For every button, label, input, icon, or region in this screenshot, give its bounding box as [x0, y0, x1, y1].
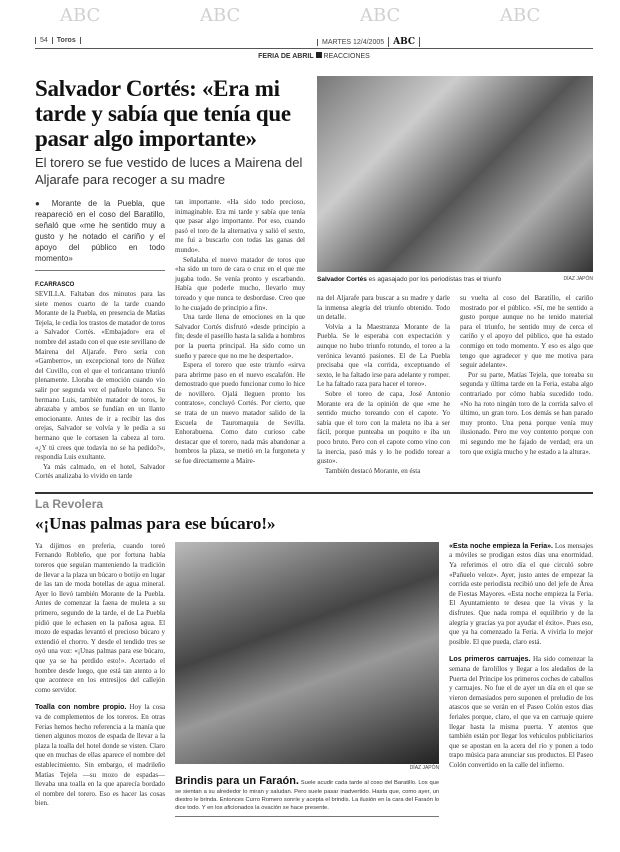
- paragraph: Una tarde llena de emociones en la que Salvador Cortés disfrutó «desde principio a fin; desde el paseíllo hasta la salida a hombros por la puerta principal. Ha sido como un sueño y parece que no me he despertado».: [175, 313, 305, 360]
- caption-text: es agasajado por los periodistas tras el triunfo: [368, 276, 502, 283]
- paragraph: tan importante. «Ha sido todo precioso, inimaginable. Era mi tarde y sabía que tenía que pasar algo importante. Por eso, cuando pasó el toro de la alternativa y salió el sexto, me fui a buscarlo con todas las ganas del mundo».: [175, 198, 305, 254]
- article-col-3: [317, 294, 450, 476]
- brand-logo: ABC: [388, 37, 420, 47]
- lead-text: Morante de la Puebla, que reapareció en el coso del Baratillo, señaló que «me he sentido muy a gusto y he notado el cariño y el apoyo del público en todo momento»: [35, 199, 166, 263]
- revolera-kicker: La Revolera: [35, 496, 104, 511]
- article-col-1: [35, 198, 165, 482]
- paragraph: Señalaba el nuevo matador de toros que «ha sido un toro de cara o cruz en el que me jugaba todo. Se venía pronto y escarbando. Había que poderle mucho, llevarlo muy toreado y que nunca te desbordase. Creo que lo he cuajado de principio a fin».: [175, 255, 305, 312]
- watermark: ABC: [360, 5, 401, 26]
- page-header: [35, 37, 593, 49]
- photo-credit: DÍAZ JAPÓN: [563, 276, 593, 282]
- subhead: «Esta noche empieza la Feria».: [449, 542, 553, 550]
- paragraph: su vuelta al coso del Baratillo, el cariño mostrado por el público. «Sí, me he sentido a gusto porque aunque no he tenido material para el triunfo, he sentido muy de cerca el cariño y el apoyo del público, que ha estado conmigo en todo momento. Y eso es algo que tengo que agradecer y que me motiva para seguir adelante».: [460, 294, 593, 370]
- revolera-col-3: [449, 542, 593, 817]
- paragraph: SEVILLA. Faltaban dos minutos para las siete menos cuarto de la tarde cuando Morante de la Puebla, en presencia de Matías Tejela, le cedía los trastos de matador de toros a Salvador Cortés. «Embajador» era el nombre del astado con el que este sevillano de Mairena del Aljarafe. Pero sería con «Gamberro», un excepcional toro de Núñez del Cuvillo, con el que el toricantano triunfó plenamente. Lloraba de emoción cuando vio salir por segunda vez el pañuelo blanco. Su hermano Luis, también matador de toros, le abrazaba y ambos se fundían en un llanto emocionante. Antes de ir a recibir las dos orejas, Salvador se volvía y le pedía a su hermano que le cortasen la cabeza al toro. «¿Y tú crees que todavía no se ha pedido?», respondía Luis exultante.: [35, 290, 165, 462]
- headline: Salvador Cortés: «Era mi tarde y sabía que tenía que pasar algo importante»: [35, 76, 291, 151]
- paragraph: Hoy la cosa va de complementos de los toreros. En otras Ferias hemos hecho referencia a la manía que tienen algunos mozos de espada de llevar a la plaza la toalla del hotel donde se visten. Claro que en muchas de ellas aparece el nombre del establecimiento. Sin embargo, el madrileño Matías Tejela —su mozo de espadas— llevaba una toalla en la que aparecía bordado el nombre del torero. Eso es hacer las cosas bien.: [35, 703, 166, 808]
- caption-text: Suele acudir cada tarde al coso del Baratillo. Los que se sientan a su alrededor lo miran y saludan. Pero suele pasar inadvertido. Hasta que, como ayer, un diestro le brinda. Entonces Curro Romero sonríe y acepta el brindis. La ilusión en la cara del Faraón lo dice todo. Y en los aficionados la ovación se hace presente.: [175, 779, 440, 811]
- paragraph: Los mensajes a móviles se prodigan estos días una enormidad. Ya referimos el otro día el que circuló sobre «Pañuelo veloz». Ayer, justo antes de empezar la corrida este periodista recibió uno del jefe de Área de Fiestas Mayores. «Esta noche empieza la Feria. El Ayuntamiento te desea que la vivas y la disfrutes. Que nada rompa el equilibrio y de la alegría y gracias ya por ayudar el éxito». Pues eso, que ya ha comenzado la Feria. A vivirla lo mejor posible. El que pueda, claro está.: [449, 541, 593, 646]
- watermark: ABC: [200, 5, 241, 26]
- caption-title: Brindis para un Faraón.: [175, 774, 299, 787]
- photo-curro-romero: [175, 542, 439, 764]
- article-col-4: [460, 294, 593, 476]
- paragraph: na del Aljarafe para buscar a su madre y darle la inmensa alegría del triunfo obtenido. Todo un detalle.: [317, 294, 450, 322]
- photo-salvador-cortes: [317, 76, 593, 272]
- section-name: Toros: [52, 37, 81, 44]
- photo-caption: [175, 775, 439, 817]
- watermark: ABC: [500, 5, 541, 26]
- watermark: ABC: [60, 5, 101, 26]
- revolera-col-1: [35, 542, 165, 817]
- paragraph: Ha sido comenzar la semana de farolillos y llegar a los aledaños de la Puerta del Príncipe los primeros coches de caballos y carruajes. No fue el de ayer un día en el que se vieron demasiados pero suponen el preludio de los atascos que se verán en el Paseo Colón estos días feriales porque, claro, el que va en carruaje quiere llegar hasta la misma puerta. Y atentos que también están por llegar los vehículos publicitarios que se apostan en la acera del río y ponen a todo trapo música para anunciar sus productos. El Paseo Colón convertido en la calle del infierno.: [449, 655, 594, 769]
- byline: F.CARRASCO: [35, 282, 75, 288]
- subhead: Los primeros carruajes.: [449, 656, 531, 664]
- subhead: Toalla con nombre propio.: [35, 704, 127, 712]
- paragraph: Sobre el toreo de capa, José Antonio Morante era de la opinión de que «me he sentido mucho toreando con el capote. Yo sabía que el toro con la maleta no iba a ser fácil, porque punteaba un poquito e iba un poco bruto. Pero con el capote como vino con la inercia, pasó más y lo he podido torear a gusto».: [317, 389, 450, 466]
- paragraph: Por su parte, Matías Tejela, que toreaba su segunda y última tarde en la Feria, estaba algo contrariado por cómo había sucedido todo. «No ha roto ningún toro de la corrida salvo el último, un gran toro. Los demás se han parado muy pronto. Una pena porque venía muy ilusionado. Pero me voy contento porque con mi segundo me he fajado de verdad; era un toro que exigía mucho y he estado a la altura».: [460, 370, 593, 456]
- main-article: [35, 76, 593, 482]
- section-main: FERIA DE ABRIL: [258, 53, 314, 60]
- section-label: [35, 52, 593, 60]
- revolera-section: [35, 542, 593, 817]
- paragraph: Espera el torero que este triunfo «sirva para abrirme paso en el nuevo escalafón. He demostrado que puedo funcionar como lo hice de novillero. Ojalá lleguen pronto los contratos», concluyó Cortés. Por cierto, que se trata de un nuevo matador salido de la Escuela de Tauromaquia de Sevilla. Enhorabuena. Como dato curioso cabe destacar que el torero, nada más abandonar a hombros la plaza, se metió en la furgoneta y se fue directamente a Maire-: [175, 361, 305, 466]
- paragraph: Ya dijimos en preferia, cuando toreó Fernando Robleño, que por fortuna había toreros que seguían manteniendo la tradición de llevar a la plaza un búcaro o botijo en lugar de las tan de moda botellas de agua mineral. Ayer lo llevó también Morante de la Puebla. Antes de comenzar la faena de muleta a su primero, segundo de la tarde, el de La Puebla pidió que le echasen en la pañosa agua. El mozo de espadas levantó el precioso búcaro y extendió el chorro. Y desde el tendido tres se oyó una voz: «¡Unas palmas para ese búcaro, que ya se ha perdido esto!». Acertado el hombre desde luego, que está tan atento a lo que acontece en los entresijos del callejón como servidor.: [35, 541, 166, 694]
- section-sub: REACCIONES: [323, 53, 370, 60]
- caption-bold: Salvador Cortés: [317, 276, 367, 283]
- date: MARTES 12/4/2005: [317, 39, 388, 46]
- paragraph: Ya más calmado, en el hotel, Salvador Cortés analizaba lo vivido en tarde: [35, 462, 165, 481]
- photo-credit: DÍAZ JAPÓN: [409, 764, 440, 771]
- article-col-2: [175, 198, 305, 482]
- revolera-headline: «¡Unas palmas para ese búcaro!»: [35, 513, 276, 533]
- page-number: 54: [35, 37, 52, 44]
- paragraph: También destacó Morante, en ésta: [325, 466, 421, 475]
- square-bullet-icon: [316, 52, 322, 58]
- section-divider: [35, 492, 593, 494]
- deck: El torero se fue vestido de luces a Mairena del Aljarafe para recoger a su madre: [35, 155, 303, 187]
- lead: ● Morante de la Puebla, que reapareció en el coso del Baratillo, señaló que «me he sentido muy a gusto y he notado el cariño y el apoyo del público en todo momento»: [35, 198, 165, 271]
- paragraph: Volvía a la Maestranza Morante de la Puebla. Se le esperaba con expectación y aunque no hubo triunfo rotundo, el toreo a la verónica levantó pasiones. El de La Puebla precisaba que «la corrida, exceptuando el sexto, le ha faltado irse para adelante y romper. Le ha faltado raza para hacer el toreo».: [317, 322, 450, 389]
- photo-caption: [317, 275, 593, 284]
